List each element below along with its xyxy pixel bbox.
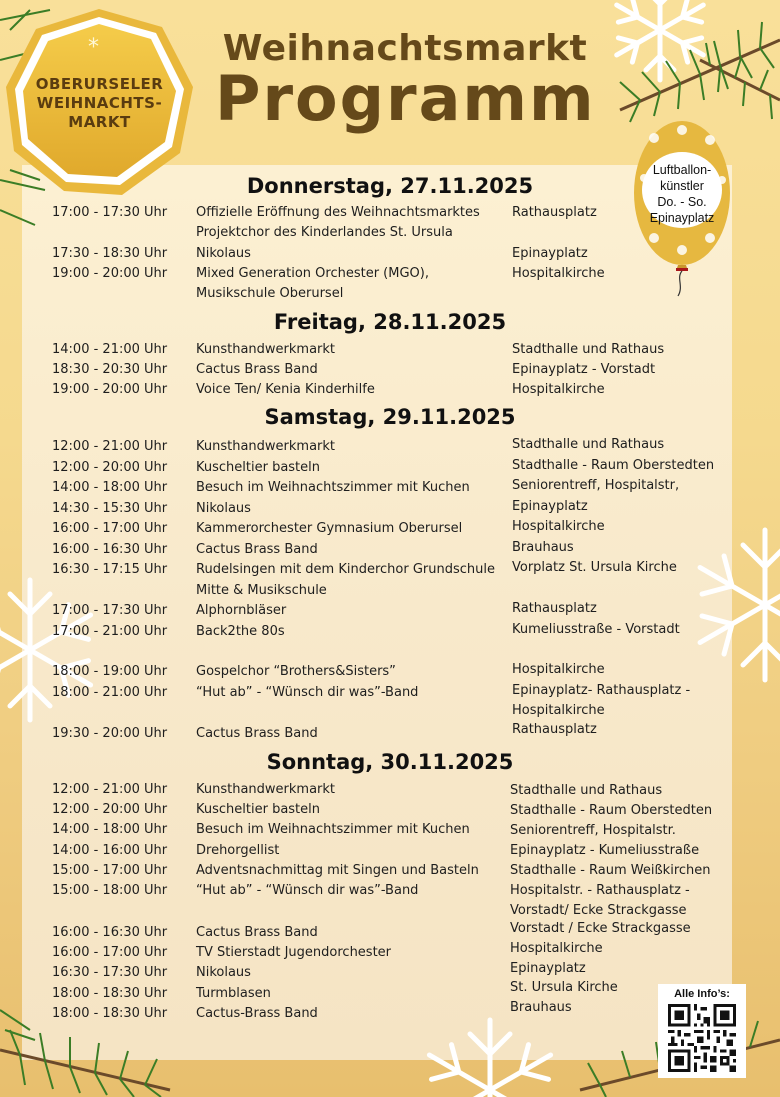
event-time: 19:30 - 20:00 Uhr <box>52 726 168 741</box>
event-time: 17:00 - 21:00 Uhr <box>52 624 168 639</box>
event-time: 15:00 - 17:00 Uhr <box>52 863 168 878</box>
event-time: 18:00 - 18:30 Uhr <box>52 986 168 1001</box>
event-location: Stadthalle - Raum Oberstedten <box>510 803 713 818</box>
event-location: Hospitalkirche <box>512 662 605 677</box>
event-title: Nikolaus <box>196 501 251 516</box>
event-title: Adventsnachmittag mit Singen und Basteln <box>196 863 479 878</box>
event-location: Stadthalle und Rathaus <box>510 783 663 798</box>
event-location: Epinayplatz <box>512 246 588 261</box>
event-time: 12:00 - 20:00 Uhr <box>52 802 168 817</box>
event-location: Kumeliusstraße - Vorstadt <box>512 622 680 637</box>
event-location: Vorstadt/ Ecke Strackgasse <box>510 903 687 918</box>
event-location: Epinayplatz - Kumeliusstraße <box>510 843 700 858</box>
event-time: 19:00 - 20:00 Uhr <box>52 266 168 281</box>
event-time: 16:00 - 16:30 Uhr <box>52 542 168 557</box>
event-title: Offizielle Eröffnung des Weihnachtsmarktes <box>196 205 480 220</box>
event-title: Back2the 80s <box>196 624 285 639</box>
day-heading-friday: Freitag, 28.11.2025 <box>273 310 507 334</box>
event-time: 12:00 - 20:00 Uhr <box>52 460 168 475</box>
event-time: 18:00 - 21:00 Uhr <box>52 685 168 700</box>
event-location: Rathausplatz <box>512 205 597 220</box>
event-title: Turmblasen <box>196 986 271 1001</box>
event-title: Musikschule Oberursel <box>196 286 344 301</box>
event-location: Epinayplatz - Vorstadt <box>512 362 656 377</box>
event-location: Hospitalkirche <box>510 941 603 956</box>
event-title: Voice Ten/ Kenia Kinderhilfe <box>196 382 375 397</box>
event-title: Cactus Brass Band <box>196 542 318 557</box>
event-time: 16:30 - 17:30 Uhr <box>52 965 168 980</box>
event-location: Hospitalkirche <box>512 382 605 397</box>
event-time: 15:00 - 18:00 Uhr <box>52 883 168 898</box>
event-time: 18:30 - 20:30 Uhr <box>52 362 168 377</box>
event-title: Mitte & Musikschule <box>196 583 327 598</box>
event-time: 19:00 - 20:00 Uhr <box>52 382 168 397</box>
event-location: Brauhaus <box>512 540 574 555</box>
event-location: St. Ursula Kirche <box>510 980 618 995</box>
event-time: 14:00 - 16:00 Uhr <box>52 843 168 858</box>
event-title: Besuch im Weihnachtszimmer mit Kuchen <box>196 822 470 837</box>
event-location: Vorstadt / Ecke Strackgasse <box>510 921 691 936</box>
balloon-text: Luftballon- künstler Do. - So. Epinayplatz <box>649 163 715 225</box>
day-heading-sunday: Sonntag, 30.11.2025 <box>266 750 514 774</box>
event-time: 18:00 - 18:30 Uhr <box>52 1006 168 1021</box>
event-location: Epinayplatz <box>510 961 586 976</box>
event-time: 14:30 - 15:30 Uhr <box>52 501 168 516</box>
event-title: Drehorgellist <box>196 843 280 858</box>
day-heading-thursday: Donnerstag, 27.11.2025 <box>246 174 534 198</box>
event-title: Nikolaus <box>196 965 251 980</box>
event-time: 14:00 - 18:00 Uhr <box>52 822 168 837</box>
event-title: Kuscheltier basteln <box>196 460 321 475</box>
event-location: Vorplatz St. Ursula Kirche <box>512 560 677 575</box>
event-time: 12:00 - 21:00 Uhr <box>52 782 168 797</box>
event-title: Kunsthandwerkmarkt <box>196 342 336 357</box>
event-title: Besuch im Weihnachtszimmer mit Kuchen <box>196 480 470 495</box>
event-title: “Hut ab” - “Wünsch dir was”-Band <box>196 883 419 898</box>
event-title: Nikolaus <box>196 246 251 261</box>
market-badge <box>2 5 197 200</box>
event-time: 16:00 - 16:30 Uhr <box>52 925 168 940</box>
event-location: Rathausplatz <box>512 601 597 616</box>
event-location: Seniorentreff, Hospitalstr, <box>512 478 680 493</box>
event-location: Hospitalstr. - Rathausplatz - <box>510 883 690 898</box>
event-title: “Hut ab” - “Wünsch dir was”-Band <box>196 685 419 700</box>
qr-code-icon[interactable] <box>668 1004 736 1072</box>
event-location: Stadthalle - Raum Oberstedten <box>512 458 715 473</box>
snowflake-star-icon: * <box>88 35 99 60</box>
event-location: Brauhaus <box>510 1000 572 1015</box>
event-location: Hospitalkirche <box>512 519 605 534</box>
qr-info-box[interactable] <box>658 984 746 1078</box>
event-location: Epinayplatz- Rathausplatz - <box>512 683 691 698</box>
event-time: 17:00 - 17:30 Uhr <box>52 205 168 220</box>
event-location: Epinayplatz <box>512 499 588 514</box>
page-title: Programm <box>215 62 596 135</box>
event-title: Kunsthandwerkmarkt <box>196 439 336 454</box>
event-location: Stadthalle und Rathaus <box>512 437 665 452</box>
event-time: 14:00 - 18:00 Uhr <box>52 480 168 495</box>
event-location: Stadthalle und Rathaus <box>512 342 665 357</box>
event-title: Gospelchor “Brothers&Sisters” <box>196 664 396 679</box>
event-location: Hospitalkirche <box>512 266 605 281</box>
event-time: 16:00 - 17:00 Uhr <box>52 945 168 960</box>
event-title: Alphornbläser <box>196 603 287 618</box>
event-location: Seniorentreff, Hospitalstr. <box>510 823 676 838</box>
event-location: Rathausplatz <box>512 722 597 737</box>
event-location: Stadthalle - Raum Weißkirchen <box>510 863 711 878</box>
event-time: 16:30 - 17:15 Uhr <box>52 562 168 577</box>
snowflake-icon <box>600 0 720 90</box>
event-title: Cactus-Brass Band <box>196 1006 318 1021</box>
event-title: Cactus Brass Band <box>196 362 318 377</box>
event-time: 17:30 - 18:30 Uhr <box>52 246 168 261</box>
event-time: 16:00 - 17:00 Uhr <box>52 521 168 536</box>
event-title: Kunsthandwerkmarkt <box>196 782 336 797</box>
event-title: Cactus Brass Band <box>196 726 318 741</box>
event-time: 18:00 - 19:00 Uhr <box>52 664 168 679</box>
title-subheading: Weihnachtsmarkt <box>222 28 588 69</box>
event-location: Hospitalkirche <box>512 703 605 718</box>
balloon-artist-notice <box>632 118 750 298</box>
event-title: Kuscheltier basteln <box>196 802 321 817</box>
event-time: 14:00 - 21:00 Uhr <box>52 342 168 357</box>
event-title: Kammerorchester Gymnasium Oberursel <box>196 521 463 536</box>
qr-label: Alle Info’s: <box>674 988 730 1000</box>
event-title: Projektchor des Kinderlandes St. Ursula <box>196 225 453 240</box>
event-title: TV Stierstadt Jugendorchester <box>196 945 392 960</box>
day-heading-saturday: Samstag, 29.11.2025 <box>264 405 516 429</box>
event-title: Cactus Brass Band <box>196 925 318 940</box>
badge-label: OBERURSELER WEIHNACHTS- MARKT <box>35 75 164 131</box>
event-title: Mixed Generation Orchester (MGO), <box>196 266 429 281</box>
event-time: 12:00 - 21:00 Uhr <box>52 439 168 454</box>
event-time: 17:00 - 17:30 Uhr <box>52 603 168 618</box>
event-title: Rudelsingen mit dem Kinderchor Grundschule <box>196 562 496 577</box>
